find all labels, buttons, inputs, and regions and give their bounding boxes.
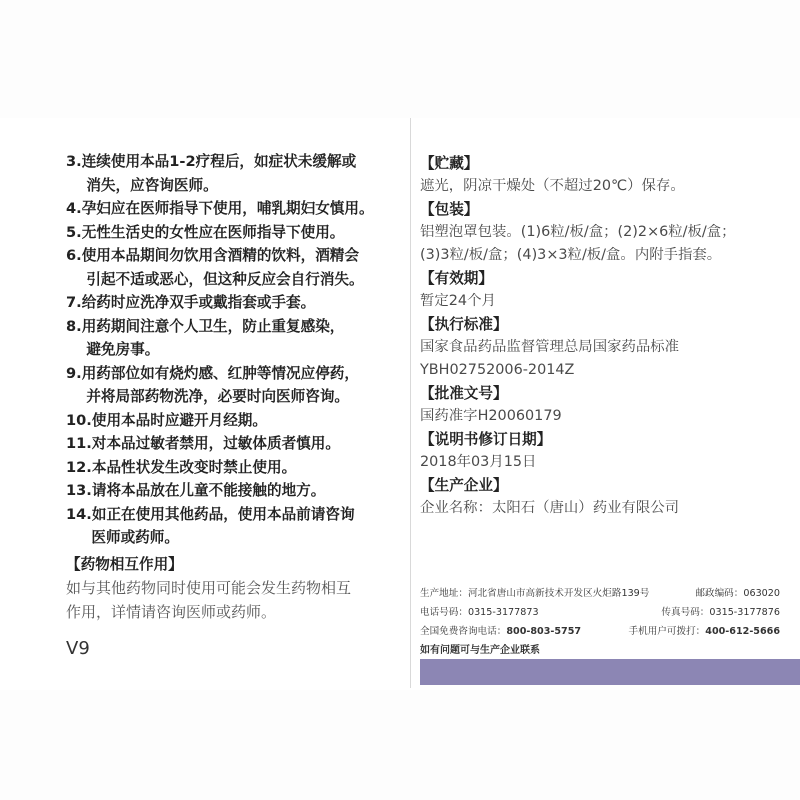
left-column [66, 150, 406, 624]
precaution-item: 14.如正在使用其他药品，使用本品前请咨询 [66, 505, 355, 523]
precaution-item: 避免房事。 [66, 341, 160, 358]
precaution-item: 6.使用本品期间勿饮用含酒精的饮料，酒精会 [66, 247, 359, 264]
precaution-item: 5.无性生活史的女性应在医师指导下使用。 [66, 223, 345, 241]
precaution-item: 12.本品性状发生改变时禁止使用。 [66, 458, 297, 476]
package-title: 【包装】 [420, 201, 479, 218]
version-label: V9 [66, 638, 90, 659]
postcode: 邮政编码：063020 [695, 588, 780, 599]
precaution-item: 13.请将本品放在儿童不能接触的地方。 [66, 482, 326, 499]
precaution-item: 11.对本品过敏者禁用，过敏体质者慎用。 [66, 435, 340, 452]
address-row [420, 584, 780, 603]
validity-title: 【有效期】 [420, 270, 493, 287]
manufacturer-name: 企业名称：太阳石（唐山）药业有限公司 [420, 500, 680, 516]
contact-note: 如有问题可与生产企业联系 [420, 645, 540, 656]
purple-band [420, 659, 800, 685]
precaution-item: 4.孕妇应在医师指导下使用，哺乳期妇女慎用。 [66, 200, 374, 217]
drug-interaction-text: 如与其他药物同时使用可能会发生药物相互 [66, 578, 352, 597]
manufacturer-title: 【生产企业】 [420, 477, 508, 494]
validity-text: 暂定24个月 [420, 293, 496, 309]
precaution-item: 9.用药部位如有烧灼感、红肿等情况应停药， [66, 364, 359, 382]
hotline: 全国免费咨询电话：800-803-5757 [420, 626, 582, 637]
precaution-item: 医师或药师。 [66, 529, 179, 546]
right-column [420, 152, 795, 520]
standard-code: YBH02752006-2014Z [420, 362, 575, 378]
standard-title: 【执行标准】 [420, 316, 508, 333]
precaution-item: 消失，应咨询医师。 [66, 176, 218, 194]
precaution-item: 8.用药期间注意个人卫生，防止重复感染， [66, 317, 345, 335]
fax-number: 传真号码：0315-3177876 [661, 607, 780, 618]
standard-text: 国家食品药品监督管理总局国家药品标准 [420, 339, 680, 355]
package-text: (3)3粒/板/盒；(4)3×3粒/板/盒。内附手指套。 [420, 247, 722, 263]
approval-title: 【批准文号】 [420, 385, 508, 402]
approval-number: 国药准字H20060179 [420, 408, 562, 424]
precaution-item: 并将局部药物洗净，必要时向医师咨询。 [66, 388, 350, 405]
package-text: 铝塑泡罩包装。(1)6粒/板/盒；(2)2×6粒/板/盒； [420, 224, 736, 240]
address-line: 生产地址：河北省唐山市高新技术开发区火炬路139号 [420, 588, 650, 599]
phone-row [420, 603, 780, 622]
contact-block [420, 584, 780, 660]
precaution-item: 7.给药时应洗净双手或戴指套或手套。 [66, 294, 316, 311]
drug-interaction-text: 作用，详情请咨询医师或药师。 [66, 602, 277, 621]
column-divider [410, 118, 411, 688]
phone-number: 电话号码：0315-3177873 [420, 607, 539, 618]
hotline-row [420, 622, 780, 641]
revision-date-title: 【说明书修订日期】 [420, 431, 552, 448]
storage-title: 【贮藏】 [420, 155, 479, 172]
mobile-hotline: 手机用户可拨打：400-612-5666 [628, 626, 780, 637]
precaution-item: 3.连续使用本品1-2疗程后，如症状未缓解或 [66, 153, 357, 170]
precaution-item: 引起不适或恶心，但这种反应会自行消失。 [66, 270, 364, 288]
storage-text: 遮光，阴凉干燥处（不超过20℃）保存。 [420, 178, 685, 194]
precaution-item: 10.使用本品时应避开月经期。 [66, 411, 267, 429]
revision-date: 2018年03月15日 [420, 454, 537, 470]
drug-interaction-title: 【药物相互作用】 [66, 555, 183, 573]
